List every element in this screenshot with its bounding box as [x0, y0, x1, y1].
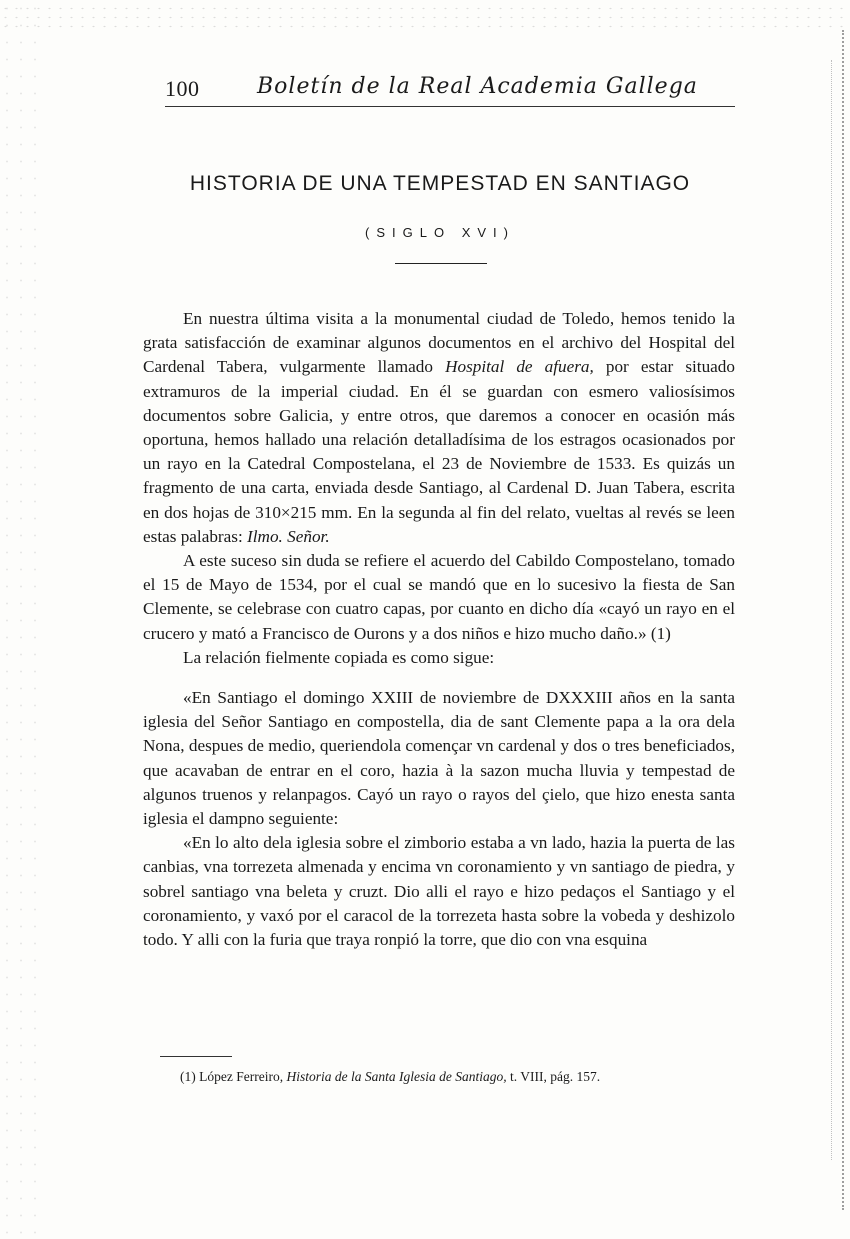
journal-title: Boletín de la Real Academia Gallega — [257, 74, 698, 99]
footnote-marker: (1) — [180, 1069, 196, 1084]
footnote-author: López Ferreiro, — [199, 1069, 284, 1084]
article-subtitle: (SIGLO XVI) — [365, 225, 515, 240]
paragraph-4: «En Santiago el domingo XXIII de noviembre de DXXXIII años en la santa iglesia del Señor Santiago en compostella, dia de sant Clemente papa a la ora dela Nona, despues de medio, queriendola començar vn cardenal y dos o tres beneficiados, que acavaban de entrar en el coro, hazia à la sazon mucha lluvia y tempestad de algunos truenos y relanpagos. Cayó un rayo o rayos del çielo, que hizo enesta santa iglesia el dampno seguiente: — [143, 688, 735, 829]
footnote-detail: t. VIII, pág. 157. — [509, 1069, 601, 1084]
paragraph-2: A este suceso sin duda se refiere el acuerdo del Cabildo Compostelano, tomado el 15 de Mayo de 1534, por el cual se mandó que en lo sucesivo la fiesta de San Clemente, se celebrase con cuatro capas, por cuanto en dicho día «cayó un rayo en el crucero y mató a Francisco de Ourons y a dos niños e hizo mucho daño.» (1) — [143, 551, 735, 643]
title-divider — [395, 263, 487, 264]
paragraph-1-text-b: por estar situado extramuros de la imperial ciudad. En él se guardan con esmero valiosísimos documentos sobre Galicia, y entre otros, que daremos a conocer en ocasión más oportuna, hemos hallado una relación detalladísima de los estragos ocasionados por un rayo en la Catedral Compostelana, el 23 de Noviembre de 1533. Es quizás un fragmento de una carta, enviada desde Santiago, al Cardenal D. Juan Tabera, escrita en dos hojas de 310×215 mm. En la segunda al fin del relato, vueltas al revés se leen estas palabras: — [143, 357, 735, 546]
article-body — [143, 307, 735, 952]
paragraph-1-italic: Hospital de afuera, — [445, 357, 594, 377]
paragraph-5: «En lo alto dela iglesia sobre el zimborio estaba a vn lado, hazia la puerta de las canbias, vna torrezeta almenada y encima vn coronamiento y vn santiago de piedra, y sobrel santiago vna beleta y cruzt. Dio alli el rayo e hizo pedaços el Santiago y el coronamiento, y vaxó por el caracol de la torrezeta hasta sobre la vobeda y deshizolo todo. Y alli con la furia que traya ronpió la torre, que dio con vna esquina — [143, 833, 735, 950]
running-head — [165, 76, 735, 107]
paragraph-1-italic-2: Ilmo. Señor. — [247, 526, 330, 546]
paragraph-1 — [143, 307, 735, 549]
scan-edge-right — [836, 30, 844, 1210]
paragraph-1-text-a: En nuestra última visita a la monumental ciudad de Toledo, hemos tenido la grata satisfacción de examinar algunos documentos en el archivo del Hospital del Cardenal Tabera, vulgarmente llamado — [143, 309, 735, 377]
page-number: 100 — [165, 76, 200, 101]
article-title: HISTORIA DE UNA TEMPESTAD EN SANTIAGO — [189, 172, 691, 195]
scan-speckle-top — [0, 4, 850, 34]
footnote-divider — [160, 1056, 232, 1057]
footnote — [180, 1068, 740, 1086]
footnote-title: Historia de la Santa Iglesia de Santiago, — [286, 1069, 507, 1084]
paragraph-3: La relación fielmente copiada es como sigue: — [183, 647, 495, 667]
